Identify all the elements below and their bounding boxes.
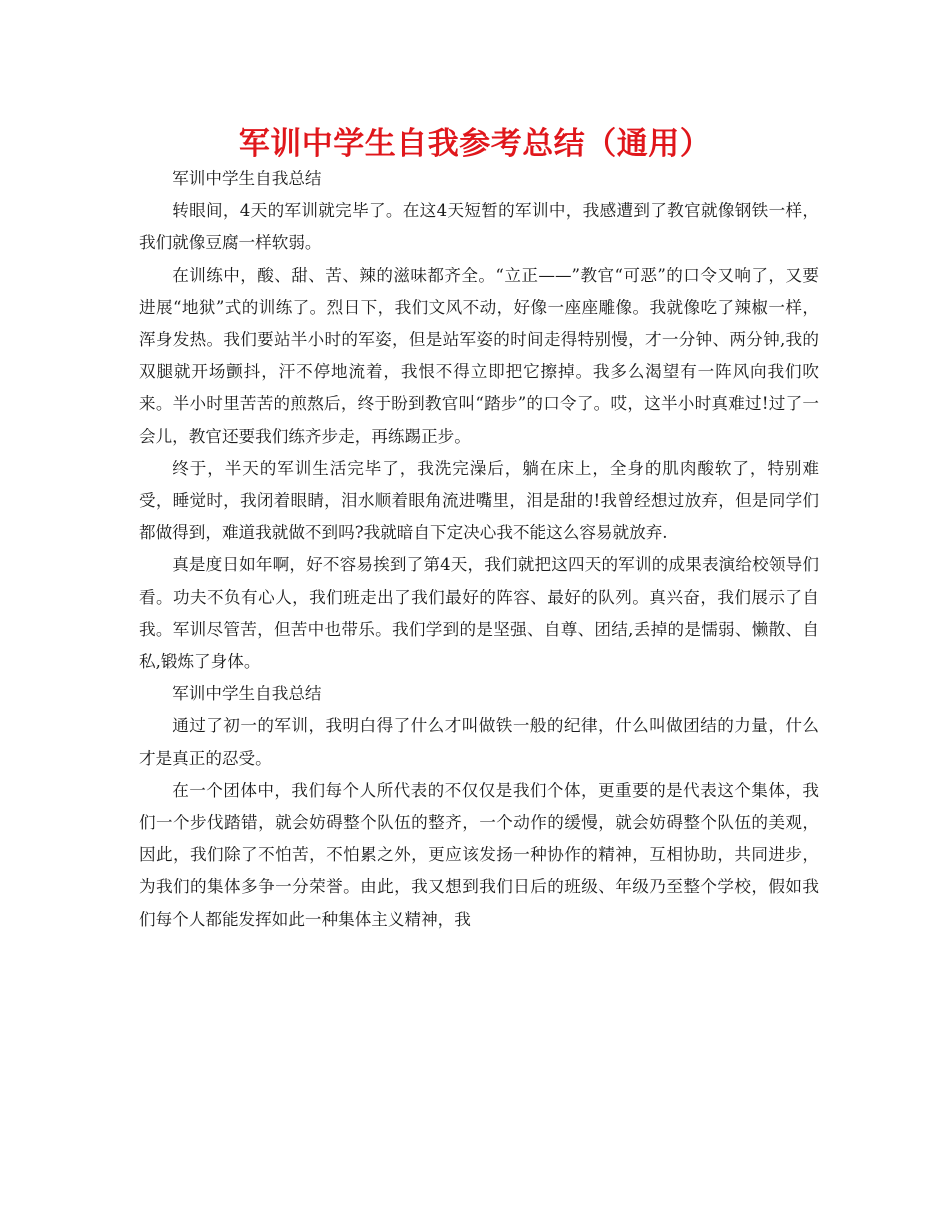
paragraph: 终于，半天的军训生活完毕了，我洗完澡后，躺在床上，全身的肌肉酸软了，特别难受，睡觉时，我闭着眼睛，泪水顺着眼角流进嘴里，泪是甜的!我曾经想过放弃，但是同学们都做得到，难道我就做不到吗?我就暗自下定决心我不能这么容易就放弃. [139,458,819,543]
document-body [139,163,819,936]
document-title: 军训中学生自我参考总结（通用） [238,126,712,162]
paragraph: 转眼间，4天的军训就完毕了。在这4天短暂的军训中，我感遭到了教官就像钢铁一样，我们就像豆腐一样软弱。 [139,201,819,253]
section-heading: 军训中学生自我总结 [172,169,322,188]
paragraph: 在训练中，酸、甜、苦、辣的滋味都齐全。“立正——”教官“可恶”的口令又响了，又要进展“地狱”式的训练了。烈日下，我们文风不动，好像一座座雕像。我就像吃了辣椒一样，浑身发热。我们要站半小时的军姿，但是站军姿的时间走得特别慢，才一分钟、两分钟,我的双腿就开场颤抖，汗不停地流着，我恨不得立即把它擦掉。我多么渴望有一阵风向我们吹来。半小时里苦苦的煎熬后，终于盼到教官叫“踏步”的口令了。哎，这半小时真难过!过了一会儿，教官还要我们练齐步走，再练踢正步。 [139,265,819,446]
paragraph: 在一个团体中，我们每个人所代表的不仅仅是我们个体，更重要的是代表这个集体，我们一个步伐踏错，就会妨碍整个队伍的整齐，一个动作的缓慢，就会妨碍整个队伍的美观，因此，我们除了不怕苦，不怕累之外，更应该发扬一种协作的精神，互相协助，共同进步，为我们的集体多争一分荣誉。由此，我又想到我们日后的班级、年级乃至整个学校，假如我们每个人都能发挥如此一种集体主义精神，我 [139,780,819,929]
paragraph: 真是度日如年啊，好不容易挨到了第4天，我们就把这四天的军训的成果表演给校领导们看。功夫不负有心人，我们班走出了我们最好的阵容、最好的队列。真兴奋，我们展示了自我。军训尽管苦，但苦中也带乐。我们学到的是坚强、自尊、团结,丢掉的是懦弱、懒散、自私,锻炼了身体。 [139,555,819,672]
section-heading: 军训中学生自我总结 [172,684,322,704]
paragraph: 通过了初一的军训，我明白得了什么才叫做铁一般的纪律，什么叫做团结的力量，什么才是真正的忍受。 [139,716,819,768]
